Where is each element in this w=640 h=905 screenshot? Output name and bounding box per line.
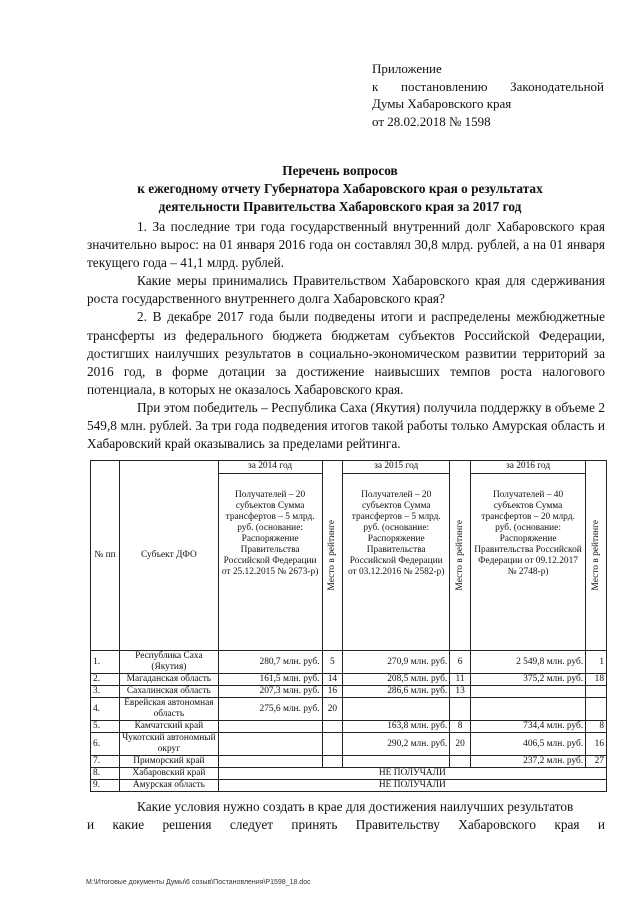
amount-2014: 207,3 млн. руб. (218, 686, 322, 698)
row-number: 1. (91, 651, 120, 674)
place-2014: 14 (322, 674, 343, 686)
table-row (91, 756, 607, 768)
place-2015: 6 (450, 651, 471, 674)
place-2016 (586, 686, 607, 698)
appendix-date: от 28.02.2018 № 1598 (372, 113, 491, 129)
place-2016: 8 (586, 721, 607, 733)
amount-2016 (470, 698, 585, 721)
amount-2015: 163,8 млн. руб. (343, 721, 450, 733)
amount-2015: 208,5 млн. руб. (343, 674, 450, 686)
amount-2016: 734,4 млн. руб. (470, 721, 585, 733)
row-subject: Сахалинская область (120, 686, 219, 698)
table-row (91, 651, 607, 674)
amount-2015: 290,2 млн. руб. (343, 733, 450, 756)
place-2016: 16 (586, 733, 607, 756)
place-2016 (586, 698, 607, 721)
paragraph: 1. За последние три года государственный внутренний долг Хабаровского края значительно вырос: на 01 января 2016 года он составлял 30,8 млрд. рублей, а на 01 января текущего года – 41,1 млрд. рублей. (87, 219, 605, 271)
amount-2014: 275,6 млн. руб. (218, 698, 322, 721)
amount-2014 (218, 756, 322, 768)
table-row (91, 698, 607, 721)
paragraph: При этом победитель – Республика Саха (Якутия) получила поддержку в объеме 2 549,8 млн. рублей. За три года подведения итогов такой работы только Амурская область и Хабаровский край оказывались за пределами рейтинга. (87, 399, 605, 452)
row-number: 7. (91, 756, 120, 768)
row-subject: Магаданская область (120, 674, 219, 686)
row-subject: Еврейская автономная область (120, 698, 219, 721)
transfers-table (90, 460, 607, 792)
amount-2014: 161,5 млн. руб. (218, 674, 322, 686)
appendix-line-2: к постановлению Законодательной (372, 78, 604, 94)
row-number: 5. (91, 721, 120, 733)
amount-2015: 286,6 млн. руб. (343, 686, 450, 698)
year-2015-desc: Получателей – 20 субъектов Сумма трансфертов – 5 млрд. руб. (основание: Распоряжение Правительства Российской Федерации от 03.12.2016 № 2582-р) (343, 474, 450, 651)
amount-2015 (343, 698, 450, 721)
row-number: 4. (91, 698, 120, 721)
col-place-header: Место в рейтинге (450, 461, 471, 651)
file-path-footer: M:\Итоговые документы Думы\6 созыв\Постановления\Р1598_18.doc (86, 879, 311, 886)
table-row (91, 768, 607, 780)
not-received-cell: НЕ ПОЛУЧАЛИ (218, 780, 606, 792)
appendix-block (372, 60, 604, 130)
closing-line-2: и какие решения следует принять Правительству Хабаровского края и (87, 817, 605, 832)
row-subject: Хабаровский край (120, 768, 219, 780)
place-2015: 8 (450, 721, 471, 733)
place-2014 (322, 756, 343, 768)
paragraph: Какие меры принимались Правительством Хабаровского края для сдерживания роста государственного внутреннего долга Хабаровского края? (87, 273, 605, 307)
appendix-title: Приложение (372, 61, 442, 76)
not-received-cell: НЕ ПОЛУЧАЛИ (218, 768, 606, 780)
year-2016-header: за 2016 год (470, 461, 585, 474)
amount-2016: 406,5 млн. руб. (470, 733, 585, 756)
table-row (91, 686, 607, 698)
place-2014 (322, 721, 343, 733)
year-2015-header: за 2015 год (343, 461, 450, 474)
row-subject: Амурская область (120, 780, 219, 792)
amount-2016: 237,2 млн. руб. (470, 756, 585, 768)
amount-2014: 280,7 млн. руб. (218, 651, 322, 674)
row-number: 8. (91, 768, 120, 780)
place-2015 (450, 698, 471, 721)
closing-text (87, 798, 605, 834)
place-2015 (450, 756, 471, 768)
place-2014 (322, 733, 343, 756)
place-2015: 11 (450, 674, 471, 686)
place-2015: 13 (450, 686, 471, 698)
place-2016: 1 (586, 651, 607, 674)
body-text (87, 218, 605, 453)
table-row (91, 721, 607, 733)
appendix-line-3: Думы Хабаровского края (372, 96, 512, 111)
document-heading: Перечень вопросов к ежегодному отчету Губернатора Хабаровского края о результатах деятельности Правительства Хабаровского края за 2017 год (137, 163, 543, 214)
amount-2016: 2 549,8 млн. руб. (470, 651, 585, 674)
place-2016: 27 (586, 756, 607, 768)
amount-2014 (218, 733, 322, 756)
row-number: 3. (91, 686, 120, 698)
row-number: 2. (91, 674, 120, 686)
amount-2016: 375,2 млн. руб. (470, 674, 585, 686)
col-subject-header: Субъект ДФО (120, 461, 219, 651)
place-2014: 5 (322, 651, 343, 674)
year-2016-desc: Получателей – 40 субъектов Сумма трансфертов – 20 млрд. руб. (основание: Распоряжение Правительства Российской Федерации от 09.12.2017 № 2748-р) (470, 474, 585, 651)
closing-line-1: Какие условия нужно создать в крае для достижения наилучших результатов (137, 799, 574, 814)
place-2016: 18 (586, 674, 607, 686)
table-row (91, 733, 607, 756)
row-subject: Камчатский край (120, 721, 219, 733)
table-row (91, 674, 607, 686)
paragraph: 2. В декабре 2017 года были подведены итоги и распределены межбюджетные трансферты из федерального бюджета бюджетам субъектов Российской Федерации, достигших наилучших результатов в социально-экономическом развитии территорий за 2016 год, в форме дотации за достижение наивысших темпов роста налогового потенциала, в которых не оказалось Хабаровского края. (87, 309, 605, 397)
year-2014-header: за 2014 год (218, 461, 322, 474)
table-header-row (91, 461, 607, 474)
col-num-header: № пп (91, 461, 120, 651)
place-2014: 20 (322, 698, 343, 721)
place-2014: 16 (322, 686, 343, 698)
amount-2016 (470, 686, 585, 698)
row-number: 6. (91, 733, 120, 756)
amount-2014 (218, 721, 322, 733)
amount-2015: 270,9 млн. руб. (343, 651, 450, 674)
row-subject: Приморский край (120, 756, 219, 768)
year-2014-desc: Получателей – 20 субъектов Сумма трансфертов – 5 млрд. руб. (основание: Распоряжение Правительства Российской Федерации от 25.12.2015 № 2673-р) (218, 474, 322, 651)
table-row (91, 780, 607, 792)
place-2015: 20 (450, 733, 471, 756)
col-place-header: Место в рейтинге (322, 461, 343, 651)
row-number: 9. (91, 780, 120, 792)
col-place-header: Место в рейтинге (586, 461, 607, 651)
row-subject: Республика Саха (Якутия) (120, 651, 219, 674)
row-subject: Чукотский автономный округ (120, 733, 219, 756)
table-body (91, 651, 607, 792)
amount-2015 (343, 756, 450, 768)
